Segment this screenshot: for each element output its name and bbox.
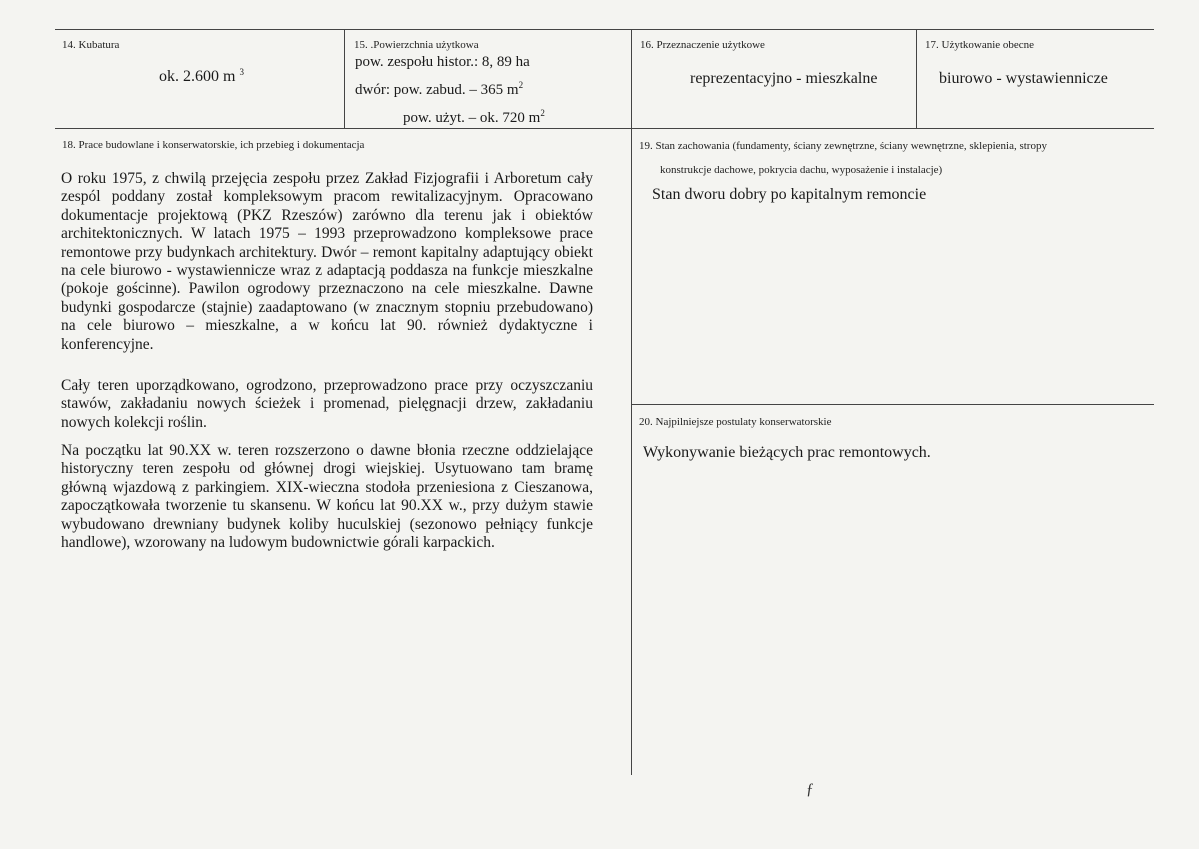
bottom-handwritten-mark: ƒ	[806, 781, 814, 798]
prace-paragraph-3: Na początku lat 90.XX w. teren rozszerzono o dawne błonia rzeczne oddzielające historyczny teren zespołu od głównej drogi wiejskiej. Usytuowano tam bramę główną wjazdową z parkingiem. XIX-wieczna stodoła przeniesiona z Cieszanowa, zapoczątkowała tworzenie tu skansenu. W końcu lat 90.XX w., przy dużym stawie wybudowano drewniany budynek koliby huculskiej (sezonowo pełniący funkcje handlowe), wzorowany na ludowym budownictwie górali karpackich.	[61, 442, 593, 552]
column-divider-3	[916, 29, 917, 128]
kubatura-label: 14. Kubatura	[62, 39, 120, 51]
stan-zachowania-value: Stan dworu dobry po kapitalnym remoncie	[652, 186, 927, 203]
stan-zachowania-label: 19. Stan zachowania (fundamenty, ściany zewnętrzne, ściany wewnętrzne, sklepienia, stropy	[639, 140, 1047, 152]
powierzchnia-zabudowy-exponent: 2	[518, 80, 524, 90]
postulaty-value: Wykonywanie bieżących prac remontowych.	[643, 444, 931, 461]
uzytkowanie-value: biurowo - wystawiennicze	[939, 70, 1108, 87]
column-divider-main	[631, 29, 632, 775]
kubatura-value-text: ok. 2.600 m	[159, 68, 236, 85]
prace-paragraph-2: Cały teren uporządkowano, ogrodzono, przeprowadzono prace przy oczyszczaniu stawów, zakładaniu nowych ścieżek i promenad, pielęgnacji drzew, zakładaniu nowych kolekcji roślin.	[61, 377, 593, 431]
powierzchnia-uzytkowa	[403, 109, 545, 127]
column-divider-1	[344, 29, 345, 128]
powierzchnia-uzytkowa-text: pow. użyt. – ok. 720 m	[403, 110, 541, 126]
powierzchnia-label: 15. .Powierzchnia użytkowa	[354, 39, 479, 51]
powierzchnia-zabudowy-text: dwór: pow. zabud. – 365 m	[355, 82, 519, 98]
row-divider	[55, 128, 1154, 129]
stan-zachowania-label-cont: konstrukcje dachowe, pokrycia dachu, wyposażenie i instalacje)	[660, 164, 943, 176]
powierzchnia-uzytkowa-exponent: 2	[540, 108, 545, 118]
powierzchnia-zespolu: pow. zespołu histor.: 8, 89 ha	[355, 54, 530, 70]
prace-budowlane-label: 18. Prace budowlane i konserwatorskie, ich przebieg i dokumentacja	[62, 139, 365, 151]
kubatura-value	[159, 68, 244, 86]
przeznaczenie-label: 16. Przeznaczenie użytkowe	[640, 39, 765, 51]
uzytkowanie-label: 17. Użytkowanie obecne	[925, 39, 1035, 51]
right-column-divider	[631, 404, 1154, 405]
powierzchnia-zabudowy	[355, 81, 523, 99]
przeznaczenie-value: reprezentacyjno - mieszkalne	[690, 70, 878, 87]
prace-paragraph-1: O roku 1975, z chwilą przejęcia zespołu przez Zakład Fizjografii i Arboretum cały zespól poddany został kompleksowym pracom rewitalizacyjnym. Opracowano dokumentacje projektową (PKZ Rzeszów) zarówno dla terenu jak i obiektów architektonicznych. W latach 1975 – 1993 przeprowadzono kompleksowe prace remontowe przy budynkach architektury. Dwór – remont kapitalny adaptujący obiekt na cele biurowo - wystawiennicze wraz z adaptacją poddasza na funkcje mieszkalne (pokoje gościnne). Pawilon ogrodowy przeznaczono na cele mieszkalne. Dawne budynki gospodarcze (stajnie) zaadaptowano (w znacznym stopniu przebudowano) na cele biurowo – mieszkalne, a w końcu lat 90. również dydaktyczne i konferencyjne.	[61, 170, 593, 353]
postulaty-label: 20. Najpilniejsze postulaty konserwatorskie	[639, 416, 832, 428]
table-top-border	[55, 29, 1154, 30]
kubatura-unit-exponent: 3	[239, 67, 244, 77]
